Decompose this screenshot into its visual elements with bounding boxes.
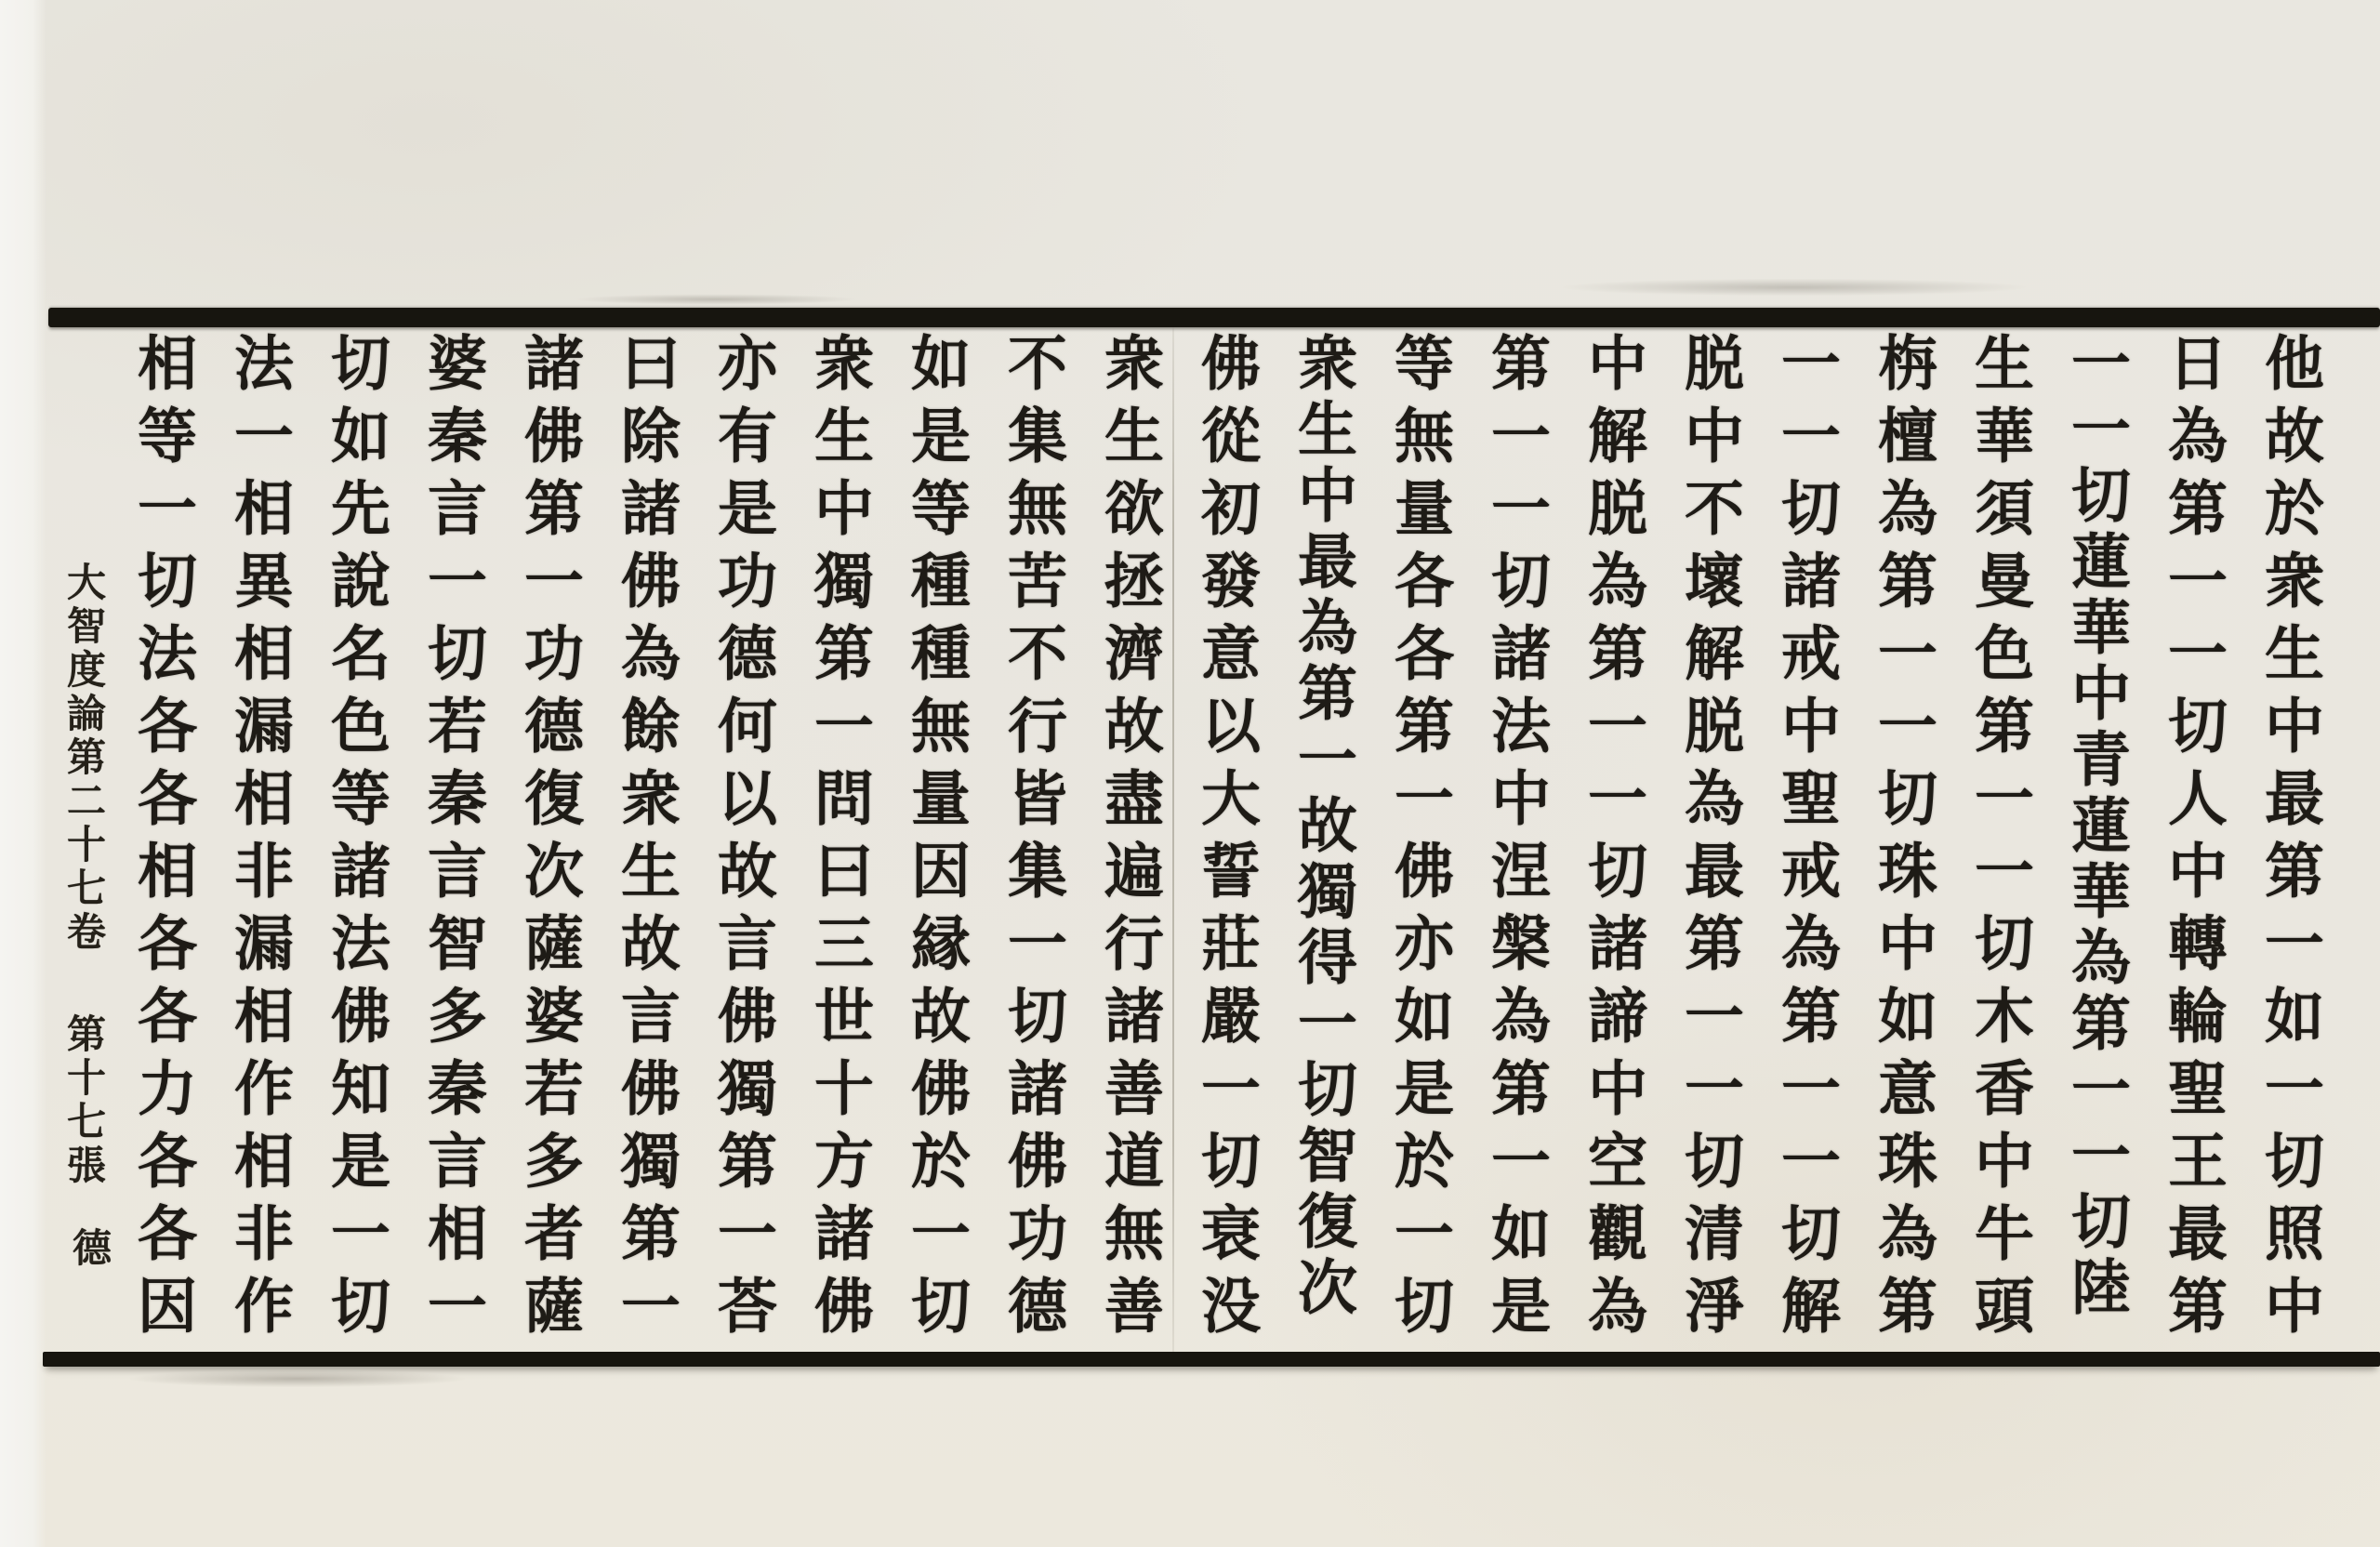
- text-column: 脱中不壞解脱為最第一一切清淨: [1674, 332, 1744, 1347]
- text-column: 衆生中最為第一故獨得一切智復次: [1288, 332, 1357, 1322]
- text-column: 一一切蓮華中青蓮華為第一一切陸: [2061, 332, 2131, 1322]
- ink-smudge: [521, 292, 911, 307]
- text-column: 如是等種種無量因縁故佛於一切: [901, 332, 971, 1347]
- text-column: 不集無苦不行皆集一切諸佛功德: [998, 332, 1067, 1347]
- page-left-edge: [0, 0, 46, 1547]
- text-column: 中解脱為第一一切諸諦中空觀為: [1578, 332, 1647, 1347]
- text-column: 曰除諸佛為餘衆生故言佛獨第一: [611, 332, 681, 1347]
- text-column: 等無量各各第一佛亦如是於一切: [1384, 332, 1454, 1347]
- sutra-text-block: [112, 332, 2337, 1360]
- colophon-case-marker: 德: [67, 1227, 112, 1271]
- colophon-sheet-number: 第十七張: [61, 1013, 107, 1188]
- text-column: 衆生中獨第一問曰三世十方諸佛: [804, 332, 874, 1347]
- text-column: 佛從初發意以大誓莊嚴一切衰没: [1191, 332, 1261, 1347]
- text-column: 栴檀為第一一切珠中如意珠為第: [1868, 332, 1937, 1347]
- text-column: 諸佛第一功德復次薩婆若多者薩: [514, 332, 584, 1347]
- text-column: 生華須曼色第一一切木香中牛頭: [1964, 332, 2034, 1347]
- text-column: 亦有是功德何以故言佛獨第一荅: [707, 332, 777, 1347]
- text-column: 切如先說名色等諸法佛知是一切: [321, 332, 390, 1347]
- text-column: 法一相異相漏相非漏相作相非作: [224, 332, 294, 1347]
- ink-smudge: [1469, 275, 2120, 299]
- text-column: 他故於衆生中最第一如一切照中: [2254, 332, 2324, 1347]
- text-column: 衆生欲拯濟故盡遍行諸善道無善: [1094, 332, 1164, 1347]
- ink-smudge: [56, 1367, 539, 1391]
- text-column: 一一切諸戒中聖戒為第一一切解: [1771, 332, 1841, 1347]
- text-column: 日為第一一切人中轉輪聖王最第: [2158, 332, 2228, 1347]
- text-column: 相等一切法各各相各各力各各因: [127, 332, 197, 1347]
- colophon-volume-title: 大智度論第二十七卷: [61, 562, 107, 955]
- top-border-rule: [48, 308, 2380, 327]
- text-column: 第一一切諸法中涅槃為第一如是: [1481, 332, 1551, 1347]
- text-column: 婆秦言一切若秦言智多秦言相一: [417, 332, 487, 1347]
